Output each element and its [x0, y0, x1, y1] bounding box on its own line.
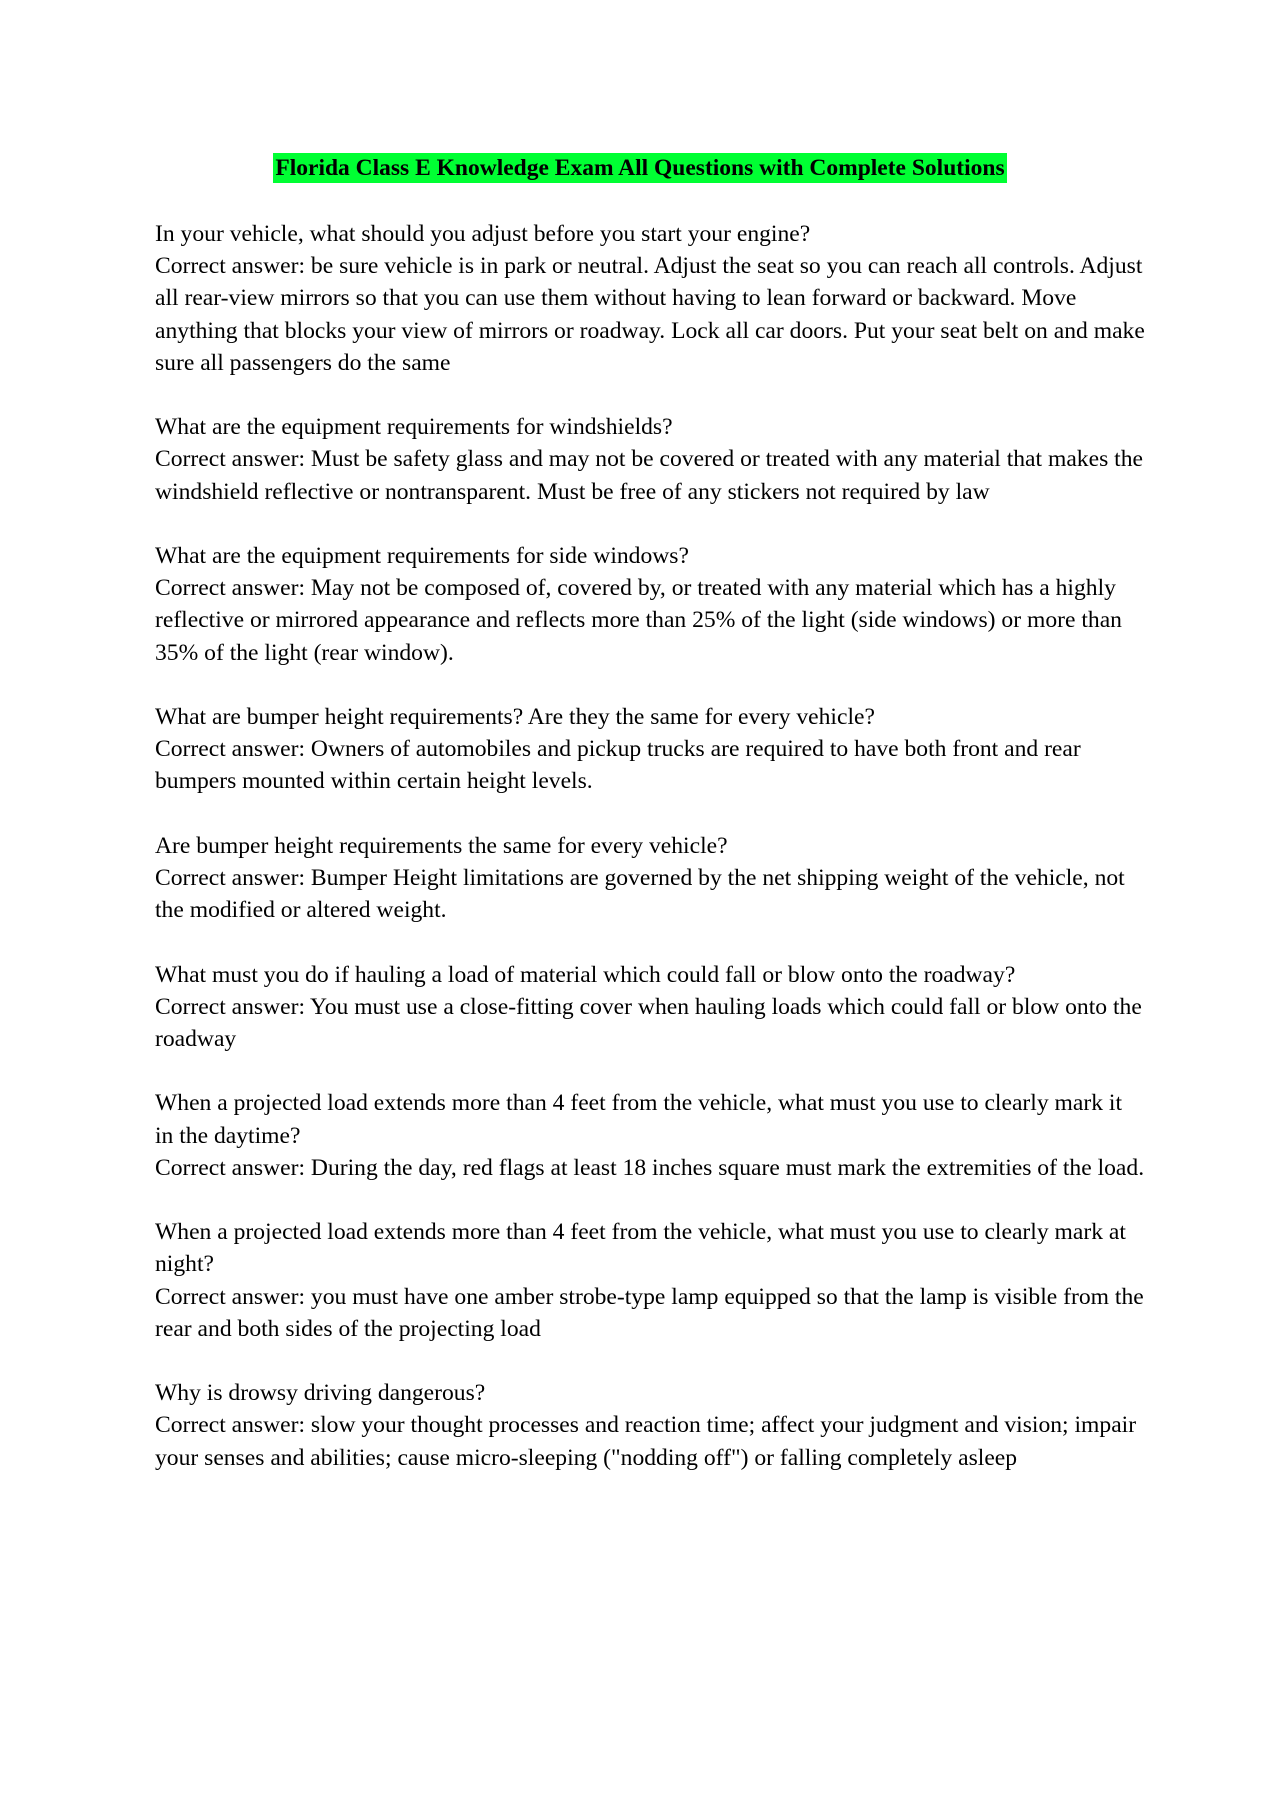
qa-item	[155, 540, 1145, 669]
answer-text: Correct answer: be sure vehicle is in park or neutral. Adjust the seat so you can reach all controls. Adjust all rear-view mirrors so that you can use them without having to lean forward or backward. Move anything that blocks your view of mirrors or roadway. Lock all car doors. Put your seat belt on and make sure all passengers do the same	[155, 253, 1145, 376]
document-title: Florida Class E Knowledge Exam All Questions with Complete Solutions	[275, 155, 1005, 181]
title-container	[0, 153, 1280, 183]
question-text: What are the equipment requirements for windshields?	[155, 414, 673, 441]
qa-item	[155, 701, 1145, 798]
qa-list	[155, 218, 1145, 1506]
answer-text: Correct answer: slow your thought processes and reaction time; affect your judgment and vision; impair your senses and abilities; cause micro-sleeping ("nodding off") or falling completely asleep	[155, 1412, 1137, 1471]
qa-item	[155, 1377, 1145, 1474]
question-text: In your vehicle, what should you adjust before you start your engine?	[155, 221, 811, 247]
answer-text: Correct answer: Must be safety glass and may not be covered or treated with any material that makes the windshield reflective or nontransparent. Must be free of any stickers not required by law	[155, 446, 1143, 505]
answer-text: Correct answer: Owners of automobiles and pickup trucks are required to have both front and rear bumpers mounted within certain height levels.	[155, 736, 1081, 795]
question-text: What must you do if hauling a load of material which could fall or blow onto the roadway?	[155, 961, 1016, 988]
answer-text: Correct answer: During the day, red flags at least 18 inches square must mark the extremities of the load.	[155, 1154, 1145, 1181]
question-text: When a projected load extends more than 4 feet from the vehicle, what must you use to clearly mark at night?	[155, 1219, 1126, 1278]
qa-item	[155, 1087, 1145, 1184]
answer-text: Correct answer: May not be composed of, covered by, or treated with any material which has a highly reflective or mirrored appearance and reflects more than 25% of the light (side windows) or more than 35% of the light (rear window).	[155, 575, 1122, 666]
question-text: Why is drowsy driving dangerous?	[155, 1380, 486, 1407]
question-text: What are bumper height requirements? Are they the same for every vehicle?	[155, 704, 875, 730]
question-text: When a projected load extends more than 4 feet from the vehicle, what must you use to clearly mark it in the daytime?	[155, 1090, 1123, 1149]
answer-text: Correct answer: Bumper Height limitations are governed by the net shipping weight of the vehicle, not the modified or altered weight.	[155, 865, 1125, 924]
answer-text: Correct answer: You must use a close-fitting cover when hauling loads which could fall or blow onto the roadway	[155, 993, 1142, 1052]
qa-item	[155, 1216, 1145, 1345]
qa-item	[155, 218, 1145, 379]
qa-item	[155, 959, 1145, 1056]
question-text: Are bumper height requirements the same for every vehicle?	[155, 832, 728, 859]
qa-item	[155, 830, 1145, 927]
qa-item	[155, 411, 1145, 508]
answer-text: Correct answer: you must have one amber strobe-type lamp equipped so that the lamp is visible from the rear and both sides of the projecting load	[155, 1283, 1144, 1342]
question-text: What are the equipment requirements for side windows?	[155, 543, 689, 569]
